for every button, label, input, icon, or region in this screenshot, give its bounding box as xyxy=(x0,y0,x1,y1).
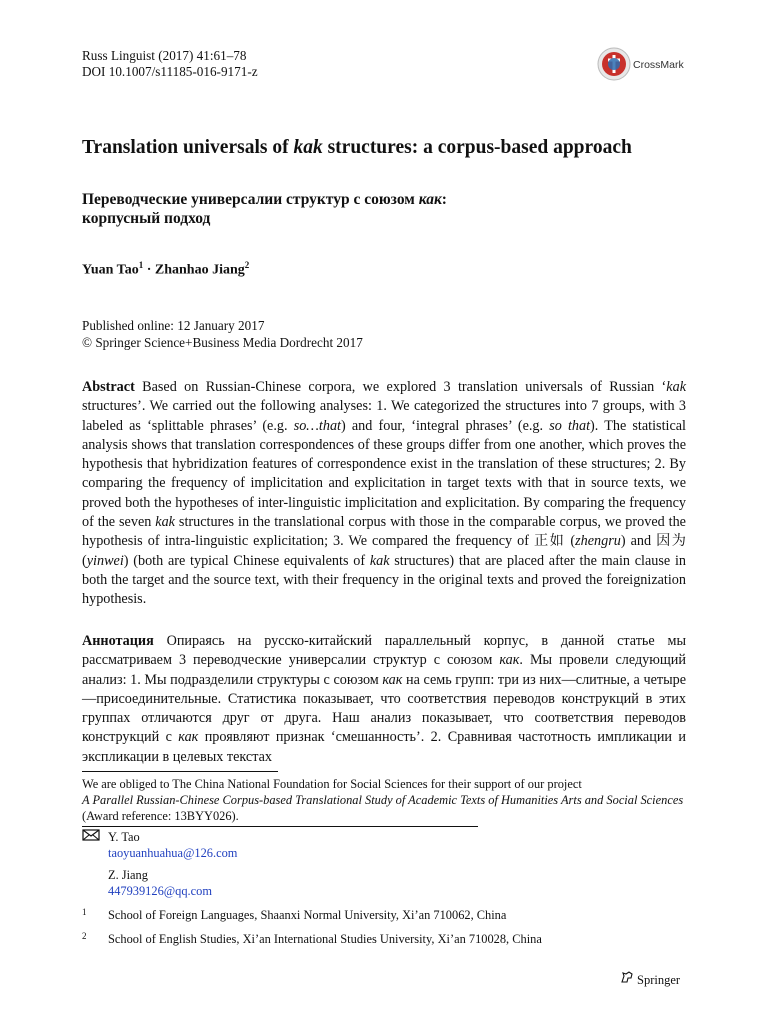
crossmark-label: CrossMark xyxy=(633,59,684,71)
footnote-divider xyxy=(82,771,278,772)
abstract: Abstract Based on Russian-Chinese corpora, we explored 3 translation universals of Russian ‘kak structures’. We carried out the following analyses: 1. We categorized the structures into 7 groups, with 3 labeled as ‘splittable phrases’ (e.g. so…that) and four, ‘integral phrases’ (e.g. so that). The statistical analysis shows that translation correspondences of these groups differ from one another, which proves the hypothesis that hybridization features of correspondence exist in the translation of these structures; 2. By comparing the frequency of implicitation and explicitation in target texts with that in source texts, we proved both the hypotheses of inter-linguistic implicitation and explicitation. By comparing the frequency of the seven kak structures in the translational corpus with those in the comparable corpus, we proved the hypothesis of intra-linguistic explicitation; 3. We compared the frequency of 正如 (zhengru) and 因为 (yinwei) (both are typical Chinese equivalents of kak structures) that are placed after the main clause in both the target and the source text, with their frequency in the original texts and proved the foreignization hypothesis. xyxy=(82,379,686,608)
annotation-russian: Аннотация Опираясь на русско-китайский параллельный корпус, в данной статье мы рассматриваем 3 переводческие универсалии структур с союзом как. Мы провели следующий анализ: 1. Мы подразделили структуры с союзом как на семь групп: три из них—слитные, а четыре—присоединительные. Статистика показывает, что соответствия переводов конструкций в этих группах отличаются друг от друга. Наш анализ показывает, что соответствия переводов конструкций с как проявляют признак ‘смешанность’. 2. Сравнивая частотность импликации и экспликации в целевых текстах xyxy=(82,633,686,765)
crossmark-icon xyxy=(597,47,631,81)
contact-email-link[interactable]: 447939126@qq.com xyxy=(108,884,212,898)
contact-name: Z. Jiang xyxy=(108,868,148,882)
affiliation-text: School of English Studies, Xi’an International Studies University, Xi’an 710028, China xyxy=(108,932,542,946)
doi[interactable]: DOI 10.1007/s11185-016-9171-z xyxy=(82,64,258,79)
crossmark-badge[interactable] xyxy=(597,47,687,87)
article-title-russian: Переводческие универсалии структур с союзом как: корпусный подход xyxy=(82,191,447,227)
annotation-label: Аннотация xyxy=(82,633,154,649)
contact-name: Y. Tao xyxy=(108,830,140,844)
journal-header xyxy=(82,48,258,80)
affiliation-number: 1 xyxy=(82,907,87,917)
affiliation-text: School of Foreign Languages, Shaanxi Normal University, Xi’an 710062, China xyxy=(108,908,507,922)
envelope-icon xyxy=(82,828,100,842)
publisher-logo xyxy=(620,970,680,988)
published-date: Published online: 12 January 2017 xyxy=(82,318,265,333)
article-title: Translation universals of kak structures: a corpus-based approach xyxy=(82,137,632,158)
author-name[interactable]: Yuan Tao xyxy=(82,262,139,278)
contact-email-link[interactable]: taoyuanhuahua@126.com xyxy=(108,846,238,860)
footnote-divider xyxy=(82,826,478,827)
journal-citation: Russ Linguist (2017) 41:61–78 xyxy=(82,48,247,63)
author-name[interactable]: Zhanhao Jiang xyxy=(154,262,245,278)
abstract-label: Abstract xyxy=(82,379,135,395)
funding-footnote: We are obliged to The China National Foundation for Social Sciences for their support of our project A Parallel Russian-Chinese Corpus-based Translational Study of Academic Texts of Humanities Arts and Social Sciences (Award reference: 13BYY026). xyxy=(82,777,684,823)
copyright: © Springer Science+Business Media Dordrecht 2017 xyxy=(82,334,363,350)
affiliation-number: 2 xyxy=(82,931,87,941)
author-list: Yuan Tao$^1$ · Zhanhao Jiang$^2$ xyxy=(82,260,250,278)
publisher-name: Springer xyxy=(637,973,681,987)
springer-horse-icon xyxy=(620,970,634,984)
publication-info xyxy=(82,318,363,351)
